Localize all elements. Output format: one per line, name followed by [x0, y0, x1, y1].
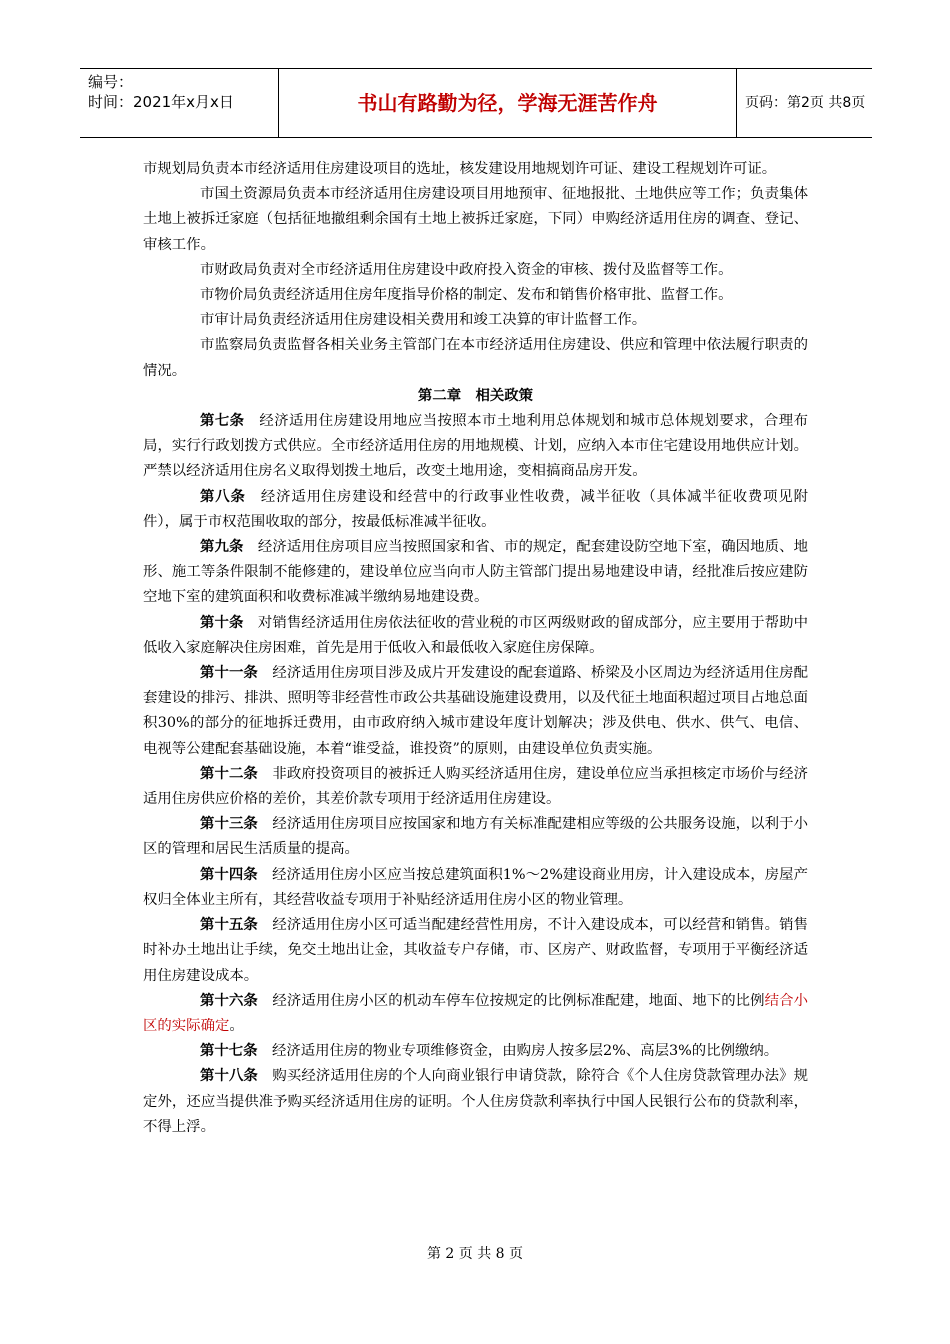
article-text: 经济适用住房小区的机动车停车位按规定的比例标准配建，地面、地下的比例: [272, 992, 765, 1009]
article-text-end: 。: [229, 1017, 244, 1034]
paragraph-audit-bureau: 市审计局负责经济适用住房建设相关费用和竣工决算的审计监督工作。: [200, 312, 647, 329]
article-16: [143, 989, 808, 1039]
header-meta-cell: [80, 69, 279, 137]
article-7: [143, 409, 808, 485]
article-label: 第十八条: [200, 1068, 258, 1085]
article-15: [143, 913, 808, 989]
article-12: [143, 762, 808, 812]
article-17: [143, 1039, 808, 1064]
header-page-info: 页码：第2页 共8页: [745, 95, 866, 111]
article-text: 经济适用住房项目应当按照国家和省、市的规定，配套建设防空地下室，确因地质、地形、施工等条件限制不能修建的，建设单位应当向市人防主管部门提出易地建设申请，经批准后按应建防空地下室的建筑面积和收费标准减半缴纳易地建设费。: [143, 539, 808, 606]
highlighted-text: 结合小区的实际确定: [143, 992, 808, 1034]
document-body: [143, 157, 808, 1140]
paragraph-supervision-bureau: 市监察局负责监督各相关业务主管部门在本市经济适用住房建设、供应和管理中依法履行职责的情况。: [143, 337, 808, 379]
article-14: [143, 863, 808, 913]
article-label: 第十七条: [200, 1043, 258, 1060]
article-text: 经济适用住房项目涉及成片开发建设的配套道路、桥梁及小区周边为经济适用住房配套建设的排污、排洪、照明等非经营性市政公共基础设施建设费用，以及代征土地面积超过项目占地总面积30%的部分的征地拆迁费用，由市政府纳入城市建设年度计划解决；涉及供电、供水、供气、电信、电视等公建配套基础设施，本着“谁受益，谁投资”的原则，由建设单位负责实施。: [143, 665, 808, 757]
article-text: 经济适用住房小区可适当配建经营性用房，不计入建设成本，可以经营和销售。销售时补办土地出让手续，免交土地出让金，其收益专户存储，市、区房产、财政监督，专项用于平衡经济适用住房建设成本。: [143, 917, 808, 984]
article-label: 第十四条: [200, 866, 258, 883]
article-text: 经济适用住房小区应当按总建筑面积1%～2%建设商业用房，计入建设成本，房屋产权归全体业主所有，其经营收益专项用于补贴经济适用住房小区的物业管理。: [143, 866, 808, 908]
article-text: 非政府投资项目的被拆迁人购买经济适用住房，建设单位应当承担核定市场价与经济适用住房供应价格的差价，其差价款专项用于经济适用住房建设。: [143, 765, 808, 808]
paragraph-finance-bureau: 市财政局负责对全市经济适用住房建设中政府投入资金的审核、拨付及监督等工作。: [200, 261, 733, 278]
page-footer: 第 2 页 共 8 页: [426, 1246, 524, 1262]
article-18: [143, 1064, 808, 1140]
article-label: 第九条: [200, 539, 244, 556]
header-page-cell: [737, 69, 872, 137]
paragraph-planning-bureau: 市规划局负责本市经济适用住房建设项目的选址，核发建设用地规划许可证、建设工程规划许可证。: [143, 161, 777, 177]
chapter-heading: 第二章 相关政策: [417, 387, 534, 404]
article-label: 第十三条: [200, 816, 258, 833]
article-label: 第八条: [200, 488, 246, 505]
document-header: [80, 68, 872, 138]
article-text: 经济适用住房建设用地应当按照本市土地利用总体规划和城市总体规划要求，合理布局，实行行政划拨方式供应。全市经济适用住房的用地规模、计划，应纳入本市住宅建设用地供应计划。严禁以经济适用住房名义取得划拨土地后，改变土地用途，变相搞商品房开发。: [143, 413, 808, 480]
article-text: 经济适用住房建设和经营中的行政事业性收费，减半征收（具体减半征收费项见附件），属于市权范围收取的部分，按最低标准减半征收。: [143, 488, 808, 530]
paragraph-price-bureau: 市物价局负责经济适用住房年度指导价格的制定、发布和销售价格审批、监督工作。: [200, 287, 733, 304]
article-13: [143, 812, 808, 862]
article-10: [143, 611, 808, 661]
article-text: 购买经济适用住房的个人向商业银行申请贷款，除符合《个人住房贷款管理办法》规定外，还应当提供准予购买经济适用住房的证明。个人住房贷款利率执行中国人民银行公布的贷款利率，不得上浮。: [143, 1068, 808, 1135]
article-label: 第七条: [200, 413, 245, 430]
article-label: 第十六条: [200, 992, 258, 1009]
paragraph-land-bureau: 市国土资源局负责本市经济适用住房建设项目用地预审、征地报批、土地供应等工作；负责集体土地上被拆迁家庭（包括征地撤组剩余国有土地上被拆迁家庭，下同）申购经济适用住房的调查、登记、审核工作。: [143, 186, 808, 253]
article-label: 第十一条: [200, 665, 258, 682]
article-text: 经济适用住房的物业专项维修资金，由购房人按多层2%、高层3%的比例缴纳。: [271, 1043, 779, 1060]
document-number-label: 编号：: [88, 73, 134, 91]
article-text: 对销售经济适用住房依法征收的营业税的市区两级财政的留成部分，应主要用于帮助中低收入家庭解决住房困难，首先是用于低收入和最低收入家庭住房保障。: [143, 614, 808, 656]
document-date-label: 时间：2021年x月x日: [88, 93, 234, 111]
article-9: [143, 535, 808, 611]
article-label: 第十条: [200, 614, 244, 631]
header-motto-cell: [279, 69, 737, 137]
article-11: [143, 661, 808, 762]
article-text: 经济适用住房项目应按国家和地方有关标准配建相应等级的公共服务设施，以利于小区的管理和居民生活质量的提高。: [143, 816, 808, 858]
article-label: 第十五条: [200, 917, 258, 934]
header-motto: 书山有路勤为径，学海无涯苦作舟: [357, 91, 658, 115]
article-8: [143, 485, 808, 535]
article-label: 第十二条: [200, 765, 258, 782]
